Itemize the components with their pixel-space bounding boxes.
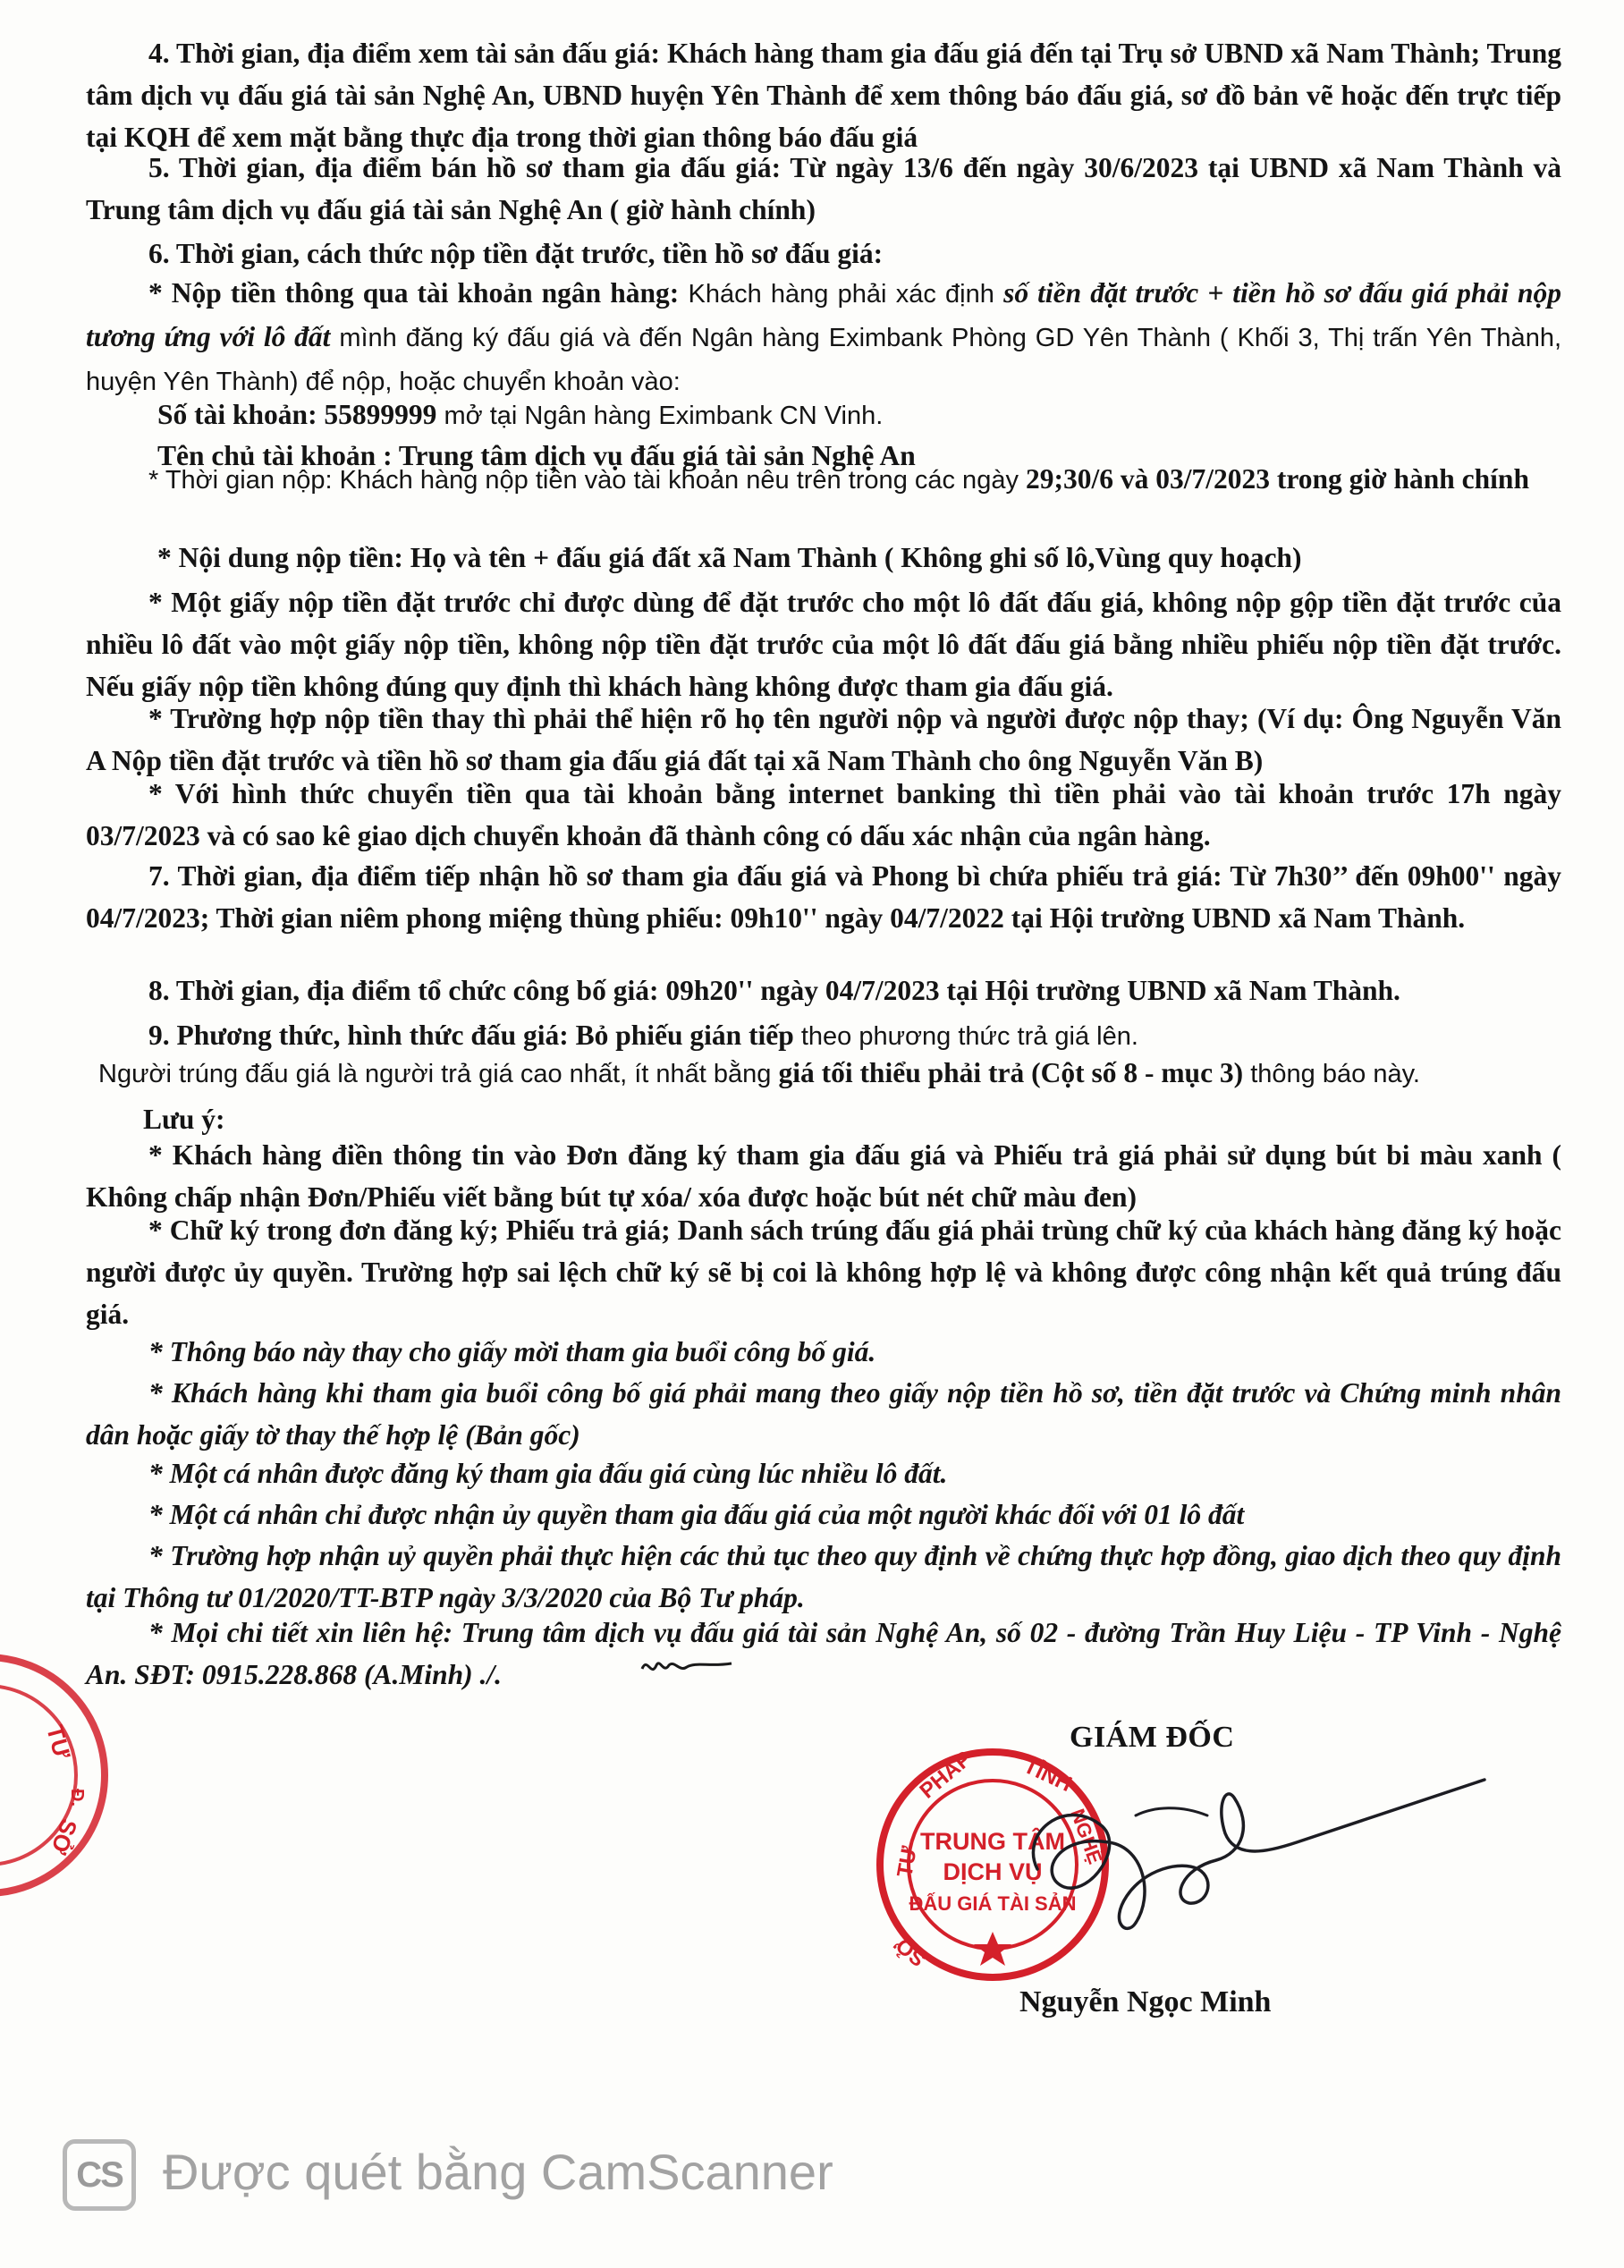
stamp-line-2: DỊCH VỤ xyxy=(943,1858,1043,1885)
partial-stamp-d: Đ. xyxy=(67,1789,87,1807)
camscanner-watermark xyxy=(63,2139,1046,2211)
partial-red-stamp-left xyxy=(0,1646,116,1905)
note-pen-color: * Khách hàng điền thông tin vào Đơn đăng ký tham gia đấu giá và Phiếu trả giá phải sử dụng bút bi màu xanh ( Không chấp nhận Đơn/Phiếu viết bằng bút tự xóa/ xóa được hoặc bút nét chữ màu đen) xyxy=(86,1139,1561,1213)
note-contact: * Mọi chi tiết xin liên hệ: Trung tâm dịch vụ đấu giá tài sản Nghệ An, số 02 - đường Trần Huy Liệu - TP Vinh - Nghệ An. SĐT: 0915.228.868 (A.Minh) ./. xyxy=(86,1617,1561,1690)
signer-name: Nguyễn Ngọc Minh xyxy=(1019,1985,1272,2018)
one-slip-rule: * Một giấy nộp tiền đặt trước chỉ được dùng để đặt trước cho một lô đất đấu giá, không nộp gộp tiền đặt trước của nhiều lô đất vào một giấy nộp tiền, không nộp tiền đặt trước của một lô đất đấu giá bằng nhiều phiếu nộp tiền đặt trước. Nếu giấy nộp tiền không đúng quy định thì khách hàng không được tham gia đấu giá. xyxy=(86,587,1561,702)
note-proxy-procedure: * Trường hợp nhận uỷ quyền phải thực hiện các thủ tục theo quy định về chứng thực hợp đồng, giao dịch theo quy định tại Thông tư 01/2020/TT-BTP ngày 3/3/2020 của Bộ Tư pháp. xyxy=(86,1540,1561,1613)
note-title: Lưu ý: xyxy=(143,1104,225,1135)
proxy-payment-rule: * Trường hợp nộp tiền thay thì phải thể hiện rõ họ tên người nộp và người được nộp thay; (Ví dụ: Ông Nguyễn Văn A Nộp tiền đặt trước và tiền hồ sơ tham gia đấu giá đất tại xã Nam Thành cho ông Nguyễn Văn B) xyxy=(86,703,1561,776)
bank-transfer-paragraph: * Nộp tiền thông qua tài khoản ngân hàng: Khách hàng phải xác định số tiền đặt trước + tiền hồ sơ đấu giá phải nộp tương ứng với lô đất mình đăng ký đấu giá và đến Ngân hàng Eximbank Phòng GD Yên Thành ( Khối 3, Thị trấn Yên Thành, huyện Yên Thành) để nộp, hoặc chuyển khoản vào: xyxy=(86,277,1562,396)
stamp-ring-nghe: NGHỆ xyxy=(1066,1806,1107,1867)
stamp-ring-phap: PHÁP xyxy=(915,1747,977,1804)
payment-content: * Nội dung nộp tiền: Họ và tên + đấu giá đất xã Nam Thành ( Không ghi số lô,Vùng quy hoạch) xyxy=(157,542,1302,573)
section-9: 9. Phương thức, hình thức đấu giá: Bỏ phiếu gián tiếp theo phương thức trả giá lên. xyxy=(148,1020,1138,1051)
stamp-line-3: ĐẤU GIÁ TÀI SẢN xyxy=(909,1892,1077,1915)
stamp-line-1: TRUNG TÂM xyxy=(920,1828,1065,1855)
section-8: 8. Thời gian, địa điểm tổ chức công bố giá: 09h20'' ngày 04/7/2023 tại Hội trường UBND xã Nam Thành. xyxy=(148,975,1400,1006)
note-invitation: * Thông báo này thay cho giấy mời tham gia buổi công bố giá. xyxy=(148,1336,876,1367)
camscanner-text: Được quét bằng CamScanner xyxy=(163,2144,833,2200)
partial-stamp-tu: TƯ xyxy=(41,1722,76,1762)
handwritten-signature-icon xyxy=(1002,1762,1502,1950)
section-6: 6. Thời gian, cách thức nộp tiền đặt trước, tiền hồ sơ đấu giá: xyxy=(148,238,884,269)
payment-time: * Thời gian nộp: Khách hàng nộp tiền vào tài khoản nêu trên trong các ngày 29;30/6 và 03/7/2023 trong giờ hành chính xyxy=(148,463,1529,495)
partial-stamp-so: SỞ xyxy=(45,1815,83,1858)
account-owner: Tên chủ tài khoản : Trung tâm dịch vụ đấu giá tài sản Nghệ An xyxy=(157,440,916,471)
initials-scribble-icon xyxy=(639,1647,737,1683)
note-multiple-lots: * Một cá nhân được đăng ký tham gia đấu giá cùng lúc nhiều lô đất. xyxy=(148,1458,948,1489)
note-signature-match: * Chữ ký trong đơn đăng ký; Phiếu trả giá; Danh sách trúng đấu giá phải trùng chữ ký của khách hàng đăng ký hoặc người được ủy quyền. Trường hợp sai lệch chữ ký sẽ bị coi là không hợp lệ và không được công nhận kết quả trúng đấu giá. xyxy=(86,1214,1561,1330)
camscanner-logo-icon: CS xyxy=(63,2139,136,2211)
note-bring-documents: * Khách hàng khi tham gia buổi công bố giá phải mang theo giấy nộp tiền hồ sơ, tiền đặt trước và Chứng minh nhân dân hoặc giấy tờ thay thế hợp lệ (Bản gốc) xyxy=(86,1377,1561,1451)
winner-rule: Người trúng đấu giá là người trả giá cao nhất, ít nhất bằng giá tối thiểu phải trả (Cột số 8 - mục 3) thông báo này. xyxy=(98,1057,1420,1088)
stamp-ring-tu: TƯ xyxy=(892,1844,922,1880)
section-4: 4. Thời gian, địa điểm xem tài sản đấu giá: Khách hàng tham gia đấu giá đến tại Trụ sở UBND xã Nam Thành; Trung tâm dịch vụ đấu giá tài sản Nghệ An, UBND huyện Yên Thành để xem thông báo đấu giá, sơ đồ bản vẽ hoặc đến trực tiếp tại KQH để xem mặt bằng thực địa trong thời gian thông báo đấu giá xyxy=(86,38,1561,153)
section-5: 5. Thời gian, địa điểm bán hồ sơ tham gia đấu giá: Từ ngày 13/6 đến ngày 30/6/2023 tại UBND xã Nam Thành và Trung tâm dịch vụ đấu giá tài sản Nghệ An ( giờ hành chính) xyxy=(86,152,1561,225)
account-number: Số tài khoản: 55899999 mở tại Ngân hàng Eximbank CN Vinh. xyxy=(157,399,884,430)
section-7: 7. Thời gian, địa điểm tiếp nhận hồ sơ tham gia đấu giá và Phong bì chứa phiếu trả giá: Từ 7h30’’ đến 09h00'' ngày 04/7/2023; Thời gian niêm phong miệng thùng phiếu: 09h10'' ngày 04/7/2022 tại Hội trường UBND xã Nam Thành. xyxy=(86,860,1561,934)
stamp-ring-so: SỞ xyxy=(890,1931,931,1972)
stamp-ring-tinh: TỈNH xyxy=(1019,1753,1076,1798)
note-one-proxy: * Một cá nhân chỉ được nhận ủy quyền tham gia đấu giá của một người khác đối với 01 lô đất xyxy=(148,1499,1245,1530)
signer-title: GIÁM ĐỐC xyxy=(1070,1721,1235,1754)
internet-banking-rule: * Với hình thức chuyển tiền qua tài khoản bằng internet banking thì tiền phải vào tài khoản trước 17h ngày 03/7/2023 và có sao kê giao dịch chuyển khoản đã thành công có dấu xác nhận của ngân hàng. xyxy=(86,778,1561,851)
